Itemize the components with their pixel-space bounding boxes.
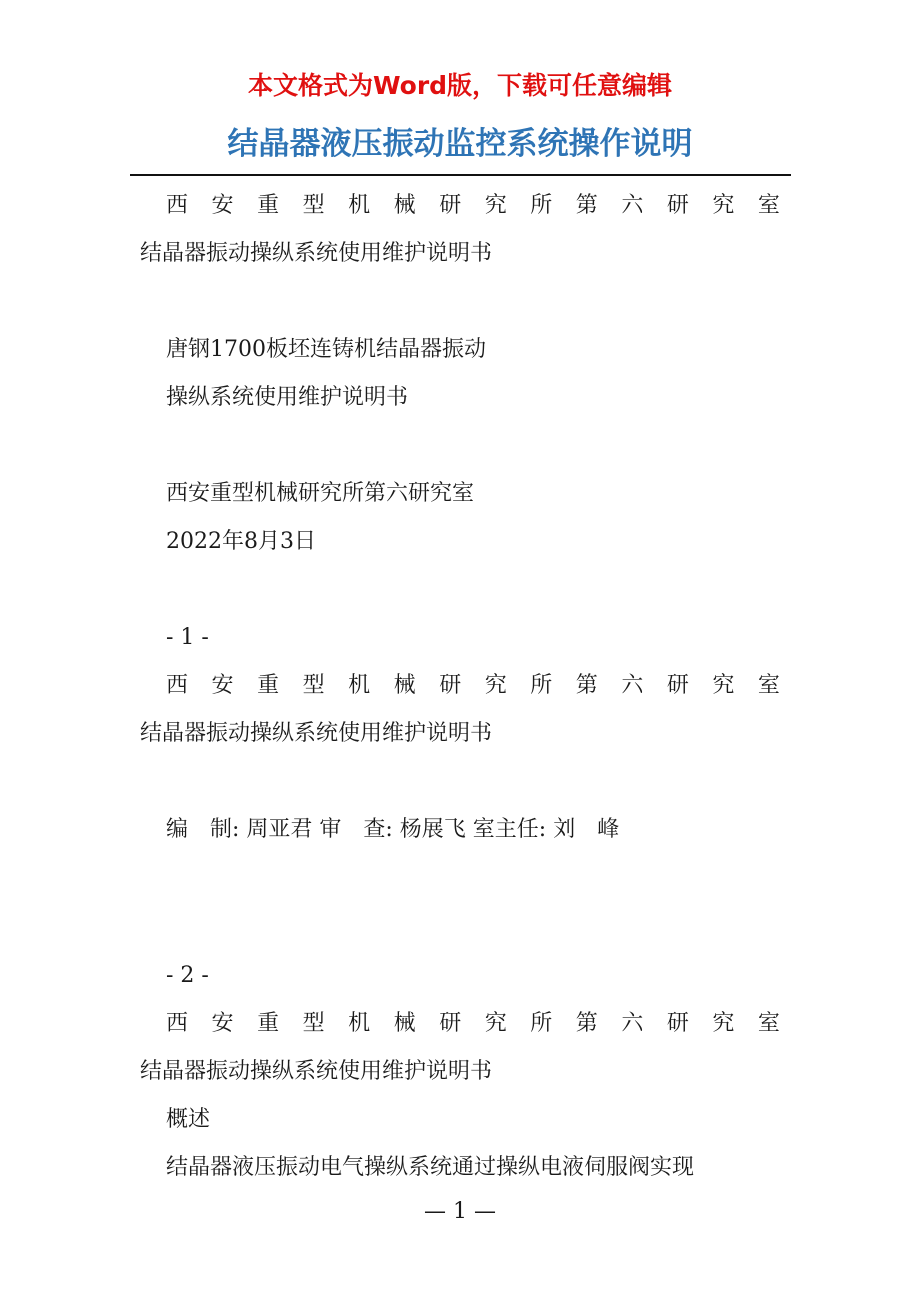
overview-heading: 概述 <box>166 1107 211 1132</box>
institute-char: 机 <box>348 1011 371 1036</box>
institute-char: 究 <box>484 673 507 698</box>
page-mark-1: - 1 - <box>166 625 209 650</box>
institute-char: 械 <box>393 673 416 698</box>
institute-char: 重 <box>257 1011 280 1036</box>
document-title: 结晶器液压振动监控系统操作说明 <box>227 126 693 162</box>
page-footer: — 1 — <box>424 1199 496 1224</box>
institute-char: 机 <box>348 193 371 218</box>
cover-date: 2022年8月3日 <box>166 529 316 554</box>
institute-char: 安 <box>211 193 234 218</box>
institute-char: 研 <box>439 673 462 698</box>
cover-title-line-1: 唐钢1700板坯连铸机结晶器振动 <box>166 337 486 362</box>
institute-char: 研 <box>439 193 462 218</box>
institute-char: 型 <box>302 1011 325 1036</box>
institute-char: 西 <box>166 673 189 698</box>
institute-char: 室 <box>757 193 780 218</box>
institute-char: 重 <box>257 193 280 218</box>
title-divider <box>130 174 791 176</box>
institute-char: 室 <box>757 1011 780 1036</box>
institute-char: 究 <box>712 1011 735 1036</box>
institute-char: 第 <box>575 673 598 698</box>
institute-char: 究 <box>712 193 735 218</box>
institute-char: 六 <box>621 193 644 218</box>
institute-char: 西 <box>166 193 189 218</box>
institute-char: 安 <box>211 673 234 698</box>
institute-char: 研 <box>439 1011 462 1036</box>
institute-char: 型 <box>302 193 325 218</box>
overview-text: 结晶器液压振动电气操纵系统通过操纵电液伺服阀实现 <box>166 1155 695 1180</box>
manual-name-2: 结晶器振动操纵系统使用维护说明书 <box>140 721 493 746</box>
institute-char: 室 <box>757 673 780 698</box>
institute-char: 械 <box>393 1011 416 1036</box>
institute-char: 第 <box>575 1011 598 1036</box>
institute-char: 究 <box>484 1011 507 1036</box>
institute-char: 机 <box>348 673 371 698</box>
format-notice: 本文格式为Word版，下载可任意编辑 <box>247 71 673 100</box>
institute-char: 研 <box>666 193 689 218</box>
institute-header-2 <box>166 670 780 702</box>
institute-char: 研 <box>666 1011 689 1036</box>
institute-char: 型 <box>302 673 325 698</box>
institute-char: 械 <box>393 193 416 218</box>
manual-name-1: 结晶器振动操纵系统使用维护说明书 <box>140 241 493 266</box>
institute-char: 第 <box>575 193 598 218</box>
institute-char: 安 <box>211 1011 234 1036</box>
institute-char: 所 <box>530 1011 553 1036</box>
manual-name-3: 结晶器振动操纵系统使用维护说明书 <box>140 1059 493 1084</box>
institute-char: 六 <box>621 673 644 698</box>
institute-char: 所 <box>530 193 553 218</box>
institute-char: 究 <box>712 673 735 698</box>
institute-char: 究 <box>484 193 507 218</box>
cover-organization: 西安重型机械研究所第六研究室 <box>166 481 475 506</box>
institute-header-1 <box>166 190 780 222</box>
institute-char: 所 <box>530 673 553 698</box>
institute-char: 重 <box>257 673 280 698</box>
institute-header-3 <box>166 1008 780 1040</box>
institute-char: 六 <box>621 1011 644 1036</box>
institute-char: 研 <box>666 673 689 698</box>
cover-title-line-2: 操纵系统使用维护说明书 <box>166 385 409 410</box>
institute-char: 西 <box>166 1011 189 1036</box>
page-mark-2: - 2 - <box>166 963 209 988</box>
signoff-line: 编 制: 周亚君 审 查: 杨展飞 室主任: 刘 峰 <box>166 817 620 842</box>
